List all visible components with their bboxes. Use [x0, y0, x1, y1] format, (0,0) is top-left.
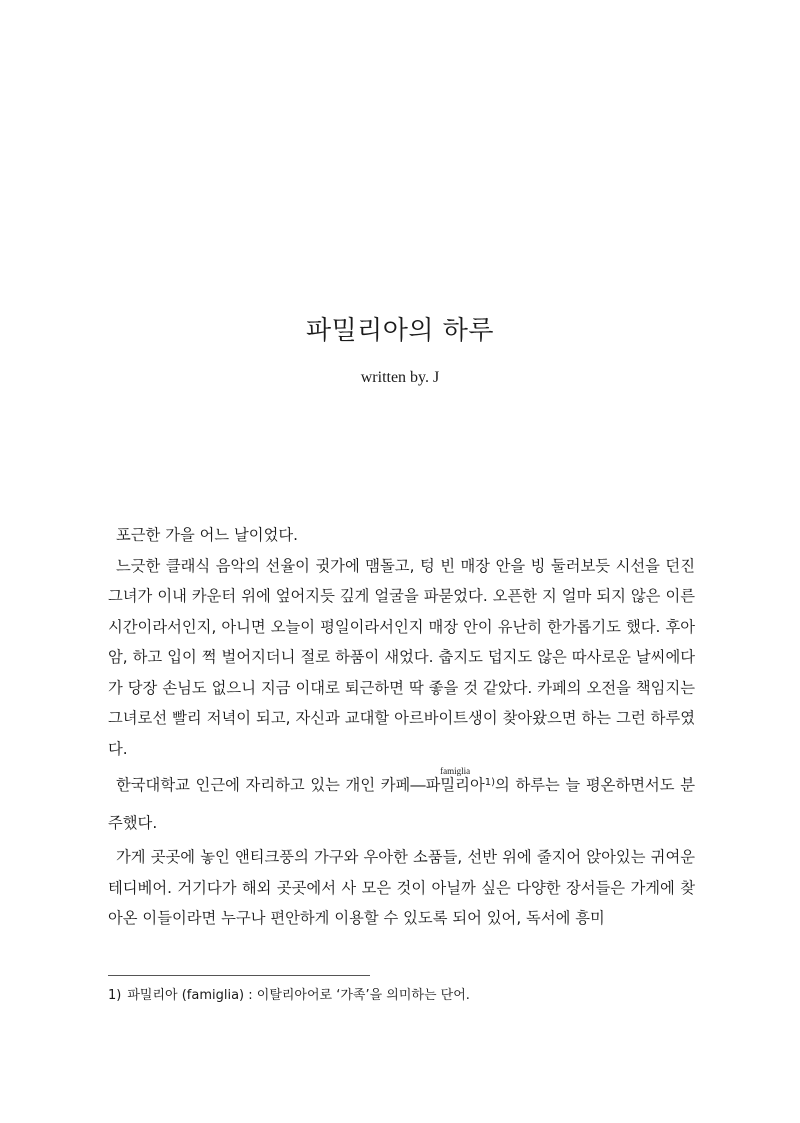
story-body [108, 520, 695, 934]
paragraph-3-lead: 한국대학교 인근에 자리하고 있는 개인 카페― [116, 776, 426, 794]
paragraph-2: 느긋한 클래식 음악의 선율이 귓가에 맴돌고, 텅 빈 매장 안을 빙 둘러보듯 시선을 던진 그녀가 이내 카운터 위에 엎어지듯 깊게 얼굴을 파묻었다. 오픈한 지 얼마 되지 않은 이른 시간이라서인지, 아니면 오늘이 평일이라서인지 매장 안이 유난히 한가롭기도 했다. 후아암, 하고 입이 쩍 벌어지더니 절로 하품이 새었다. 춥지도 덥지도 않은 따사로운 날씨에다가 당장 손님도 없으니 지금 이대로 퇴근하면 딱 좋을 것 같았다. 카페의 오전을 책임지는 그녀로선 빨리 저녁이 되고, 자신과 교대할 아르바이트생이 찾아왔으면 하는 그런 하루였다. [108, 556, 695, 758]
footnote-number: 1) [108, 988, 122, 1003]
page-title: 파밀리아의 하루 [305, 316, 495, 346]
paragraph-3-tail: 의 하루는 늘 평온하면서도 분주했다. [108, 776, 695, 832]
cafe-name-annotation: famiglia [425, 766, 485, 776]
footnote-text: 파밀리아 (famiglia) : 이탈리아어로 ‘가족’을 의미하는 단어. [127, 988, 470, 1003]
author-byline: written by. J [360, 369, 440, 386]
footnote-reference[interactable]: 1) [484, 777, 495, 788]
paragraph-3 [108, 764, 695, 842]
paragraph-1: 포근한 가을 어느 날이었다. [116, 526, 298, 544]
cafe-name: 파밀리아 [425, 776, 485, 794]
footnote-divider [108, 975, 370, 976]
cafe-name-ruby [425, 766, 485, 794]
paragraph-4: 가게 곳곳에 놓인 앤티크풍의 가구와 우아한 소품들, 선반 위에 줄지어 앉아있는 귀여운 테디베어. 거기다가 해외 곳곳에서 사 모은 것이 아닐까 싶은 다양한 장서들은 가게에 찾아온 이들이라면 누구나 편안하게 이용할 수 있도록 되어 있어, 독서에 흥미 [108, 848, 695, 927]
footnote [108, 986, 695, 1006]
